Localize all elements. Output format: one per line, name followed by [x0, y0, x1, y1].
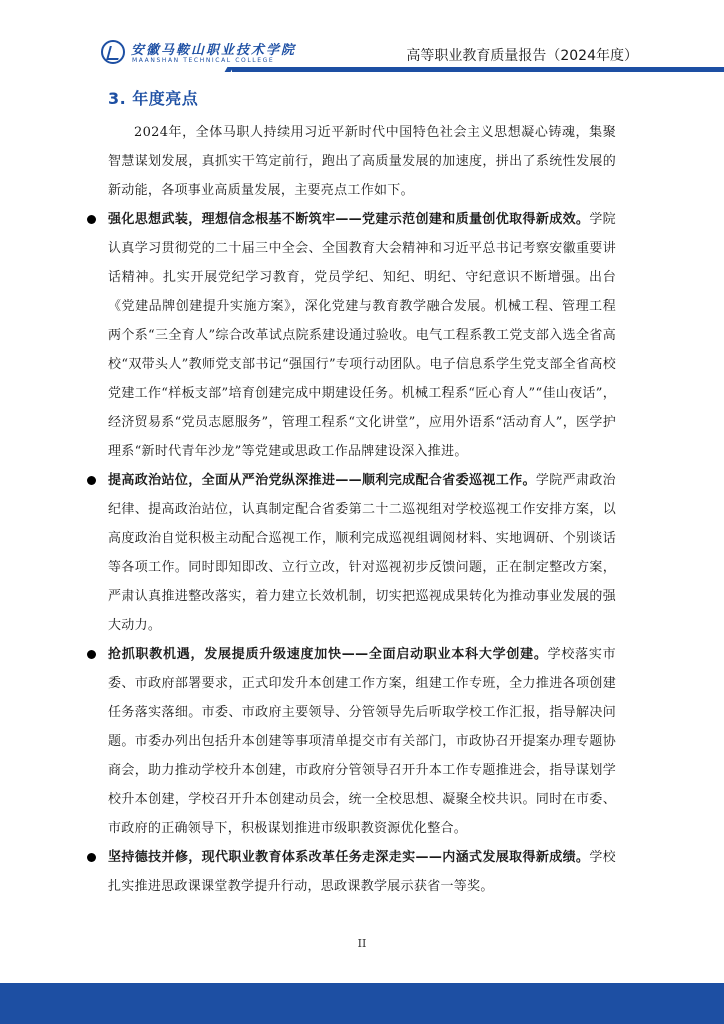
school-name-cn: 安徽马鞍山职业技术学院	[131, 43, 297, 58]
page-number: II	[357, 937, 367, 950]
highlight-lead: 提高政治站位，全面从严治党纵深推进——顺利完成配合省委巡视工作。	[108, 473, 536, 488]
highlight-lead: 抢抓职教机遇，发展提质升级速度加快——全面启动职业本科大学创建。	[108, 647, 548, 662]
highlight-body: 学院严肃政治纪律、提高政治站位，认真制定配合省委第二十二巡视组对学校巡视工作安排方案，以高度政治自觉积极主动配合巡视工作，顺利完成巡视组调阅材料、实地调研、个别谈话等各项工作。同时即知即改、立行立改，针对巡视初步反馈问题，正在制定整改方案，严肃认真推进整改落实，着力建立长效机制，切实把巡视成果转化为推动事业发展的强大动力。	[108, 473, 616, 633]
report-title: 高等职业教育质量报告（2024年度）	[406, 48, 638, 64]
highlight-item	[108, 640, 616, 843]
highlights-list	[108, 205, 616, 901]
college-logo	[101, 38, 341, 68]
bullet-icon	[87, 650, 96, 659]
highlight-lead: 强化思想武装，理想信念根基不断筑牢——党建示范创建和质量创优取得新成效。	[108, 212, 590, 227]
highlight-body: 学校扎实推进思政课课堂教学提升行动，思政课教学展示获省一等奖。	[108, 850, 616, 894]
footer-bar	[0, 983, 724, 1024]
page-header	[0, 0, 724, 72]
intro-paragraph: 2024年，全体马职人持续用习近平新时代中国特色社会主义思想凝心铸魂，集聚智慧谋划发展，真抓实干笃定前行，跑出了高质量发展的加速度，拼出了系统性发展的新动能，各项事业高质量发展，主要亮点工作如下。	[108, 125, 616, 198]
highlight-lead: 坚持德技并修，现代职业教育体系改革任务走深走实——内涵式发展取得新成绩。	[108, 850, 590, 865]
bullet-icon	[87, 853, 96, 862]
main-content	[108, 86, 616, 901]
section-heading: 3. 年度亮点	[108, 89, 199, 108]
highlight-item	[108, 205, 616, 466]
highlight-item	[108, 466, 616, 640]
bullet-icon	[87, 215, 96, 224]
highlight-body: 学校落实市委、市政府部署要求，正式印发升本创建工作方案，组建工作专班，全力推进各项创建任务落实落细。市委、市政府主要领导、分管领导先后听取学校工作汇报，指导解决问题。市委办列出包括升本创建等事项清单提交市有关部门，市政协召开提案办理专题协商会，助力推动学校升本创建，市政府分管领导召开升本工作专题推进会，指导谋划学校升本创建，学校召开升本创建动员会，统一全校思想、凝聚全校共识。同时在市委、市政府的正确领导下，积极谋划推进市级职教资源优化整合。	[108, 647, 616, 836]
bullet-icon	[87, 476, 96, 485]
school-name-en: MAANSHAN TECHNICAL COLLEGE	[132, 57, 275, 64]
highlight-item	[108, 843, 616, 901]
college-emblem-icon	[101, 40, 125, 64]
highlight-body: 学院认真学习贯彻党的二十届三中全会、全国教育大会精神和习近平总书记考察安徽重要讲话精神。扎实开展党纪学习教育，党员学纪、知纪、明纪、守纪意识不断增强。出台《党建品牌创建提升实施方案》，深化党建与教育教学融合发展。机械工程、管理工程两个系“三全育人”综合改革试点院系建设通过验收。电气工程系教工党支部入选全省高校“双带头人”教师党支部书记“强国行”专项行动团队。电子信息系学生党支部全省高校党建工作“样板支部”培育创建完成中期建设任务。机械工程系“匠心育人”“佳山夜话”，经济贸易系“党员志愿服务”，管理工程系“文化讲堂”，应用外语系“活动育人”，医学护理系“新时代青年沙龙”等党建或思政工作品牌建设深入推进。	[108, 212, 616, 459]
header-rule	[232, 67, 724, 72]
